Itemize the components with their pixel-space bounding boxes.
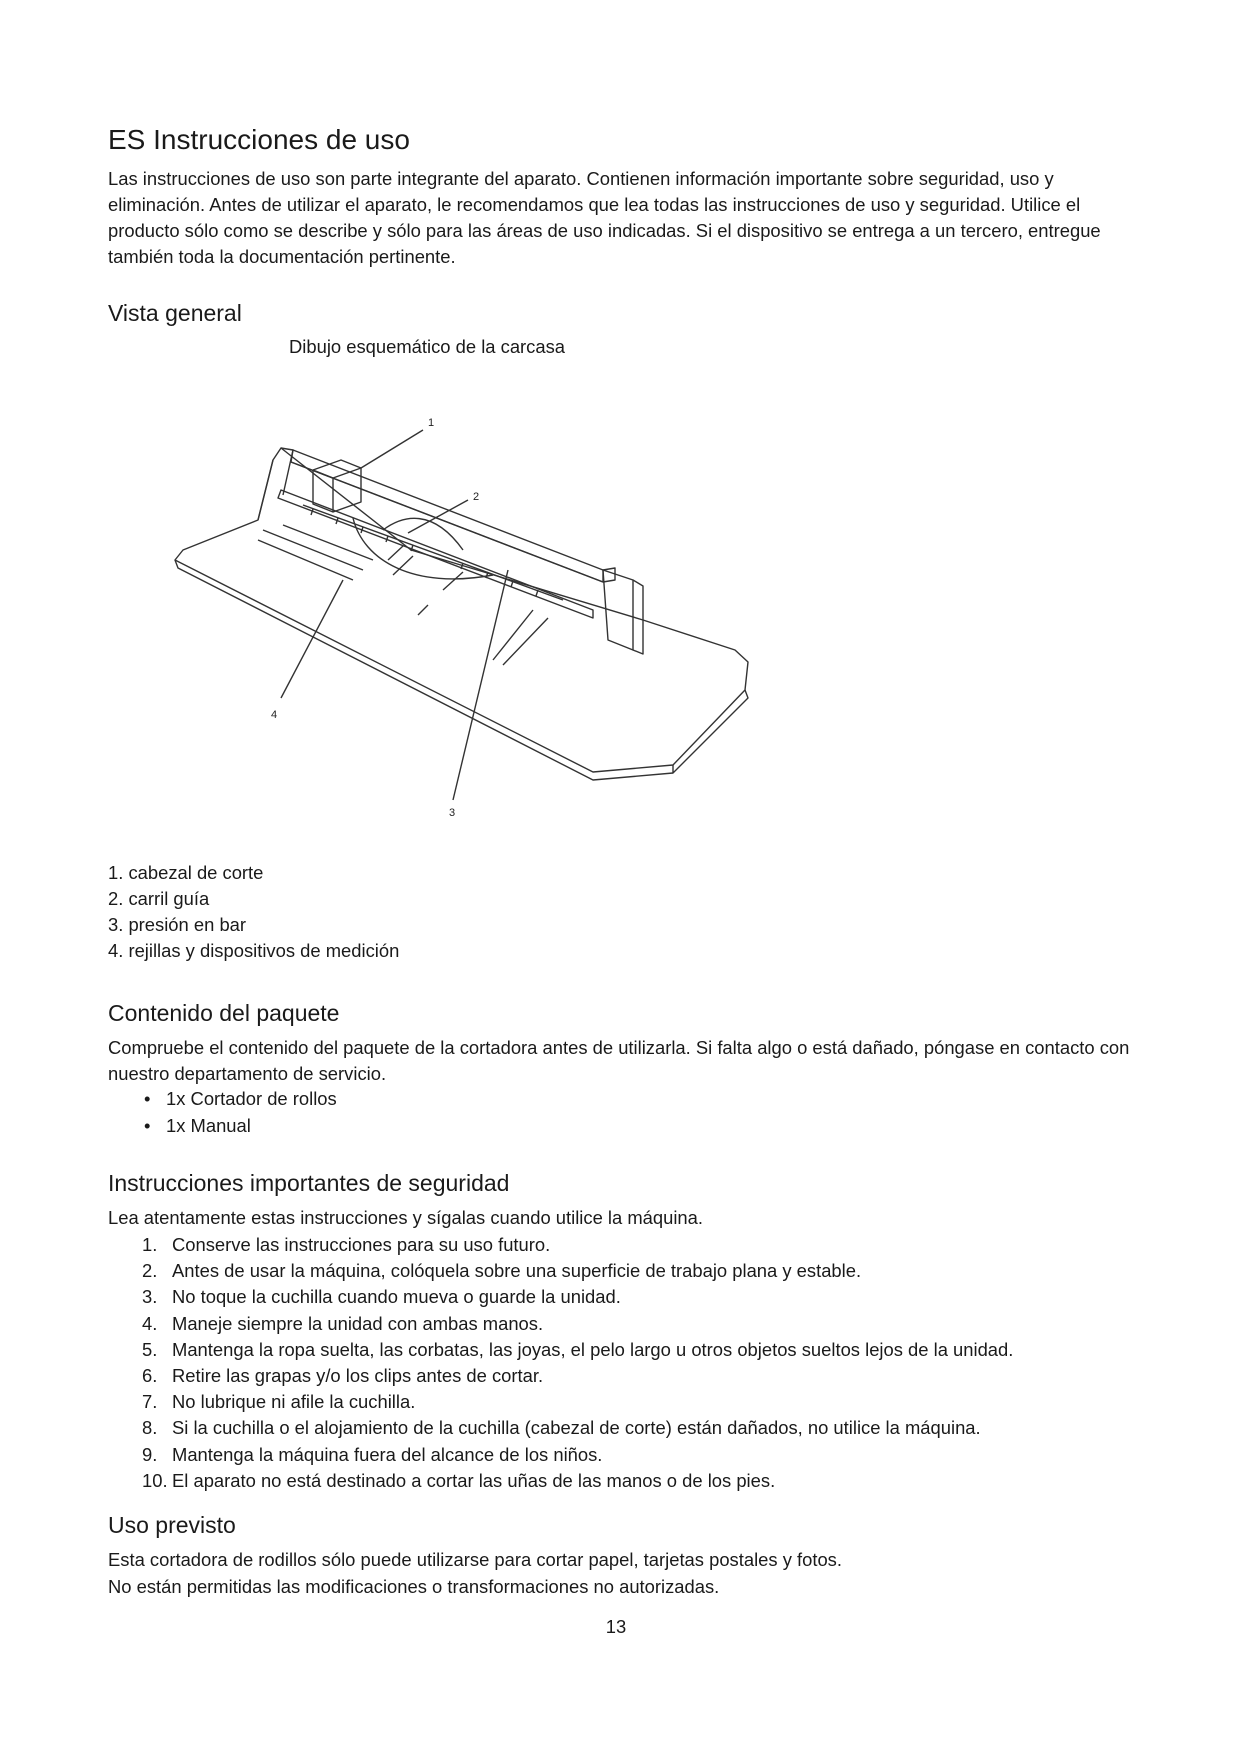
overview-heading: Vista general	[108, 300, 242, 326]
list-item: 2. Antes de usar la máquina, colóquela sobre una superficie de trabajo plana y estable.	[142, 1260, 862, 1282]
callout-3: 3	[449, 807, 456, 819]
package-heading: Contenido del paquete	[108, 1000, 340, 1026]
callout-2: 2	[473, 491, 480, 503]
bullet-icon: •	[144, 1088, 151, 1109]
parts-list	[108, 860, 399, 964]
list-item: 4. rejillas y dispositivos de medición	[108, 940, 400, 961]
page-number: 13	[605, 1616, 627, 1637]
intended-use-heading: Uso previsto	[108, 1512, 236, 1538]
callout-2-line	[408, 500, 468, 533]
figure-caption: Dibujo esquemático de la carcasa	[289, 336, 566, 357]
page-title: ES Instrucciones de uso	[108, 124, 410, 155]
list-item: 10. El aparato no está destinado a cortar las uñas de las manos o de los pies.	[142, 1469, 776, 1491]
intro-paragraph: Las instrucciones de uso son parte integrante del aparato. Contienen información importante sobre seguridad, uso y eliminación. Antes de utilizar el aparato, le recomendamos que lea todas las instrucciones de uso y seguridad. Utilice el producto sólo como se describe y sólo para las áreas de uso indicadas. Si el dispositivo se entrega a un tercero, entregue también toda la documentación pertinente.	[108, 168, 1101, 267]
list-item: 7. No lubrique ni afile la cuchilla.	[142, 1391, 416, 1413]
list-item: 8. Si la cuchilla o el alojamiento de la cuchilla (cabezal de corte) están dañados, no utilice la máquina.	[142, 1417, 981, 1439]
list-item: 3. No toque la cuchilla cuando mueva o guarde la unidad.	[142, 1286, 621, 1308]
callout-1: 1	[428, 417, 435, 429]
intended-use-line-1: Esta cortadora de rodillos sólo puede utilizarse para cortar papel, tarjetas postales y fotos.	[108, 1549, 842, 1570]
list-item: 1. cabezal de corte	[108, 862, 264, 883]
intended-use-line-2: No están permitidas las modificaciones o transformaciones no autorizadas.	[108, 1576, 720, 1597]
list-item: 1. Conserve las instrucciones para su uso futuro.	[142, 1234, 551, 1255]
bullet-icon: •	[144, 1115, 151, 1136]
list-item: 9. Mantenga la máquina fuera del alcance de los niños.	[142, 1443, 603, 1465]
list-item: 6. Retire las grapas y/o los clips antes de cortar.	[142, 1365, 544, 1387]
callout-1-line	[361, 430, 423, 468]
list-item: 4. Maneje siempre la unidad con ambas manos.	[142, 1312, 544, 1334]
safety-heading: Instrucciones importantes de seguridad	[108, 1170, 510, 1196]
callout-3-line	[453, 570, 508, 800]
list-item: 2. carril guía	[108, 888, 210, 909]
roll-cutter-diagram	[163, 400, 803, 820]
list-item: • 1x Manual	[144, 1112, 337, 1139]
safety-list	[142, 1232, 1013, 1494]
package-list	[144, 1085, 337, 1139]
callout-4-line	[281, 580, 343, 698]
callout-4: 4	[271, 709, 278, 721]
package-text: Compruebe el contenido del paquete de la cortadora antes de utilizarla. Si falta algo o está dañado, póngase en contacto con nuestro departamento de servicio.	[108, 1037, 1130, 1084]
list-item: • 1x Cortador de rollos	[144, 1085, 337, 1112]
list-item: 3. presión en bar	[108, 914, 247, 935]
list-item: 5. Mantenga la ropa suelta, las corbatas, las joyas, el pelo largo u otros objetos sueltos lejos de la unidad.	[142, 1338, 1014, 1360]
safety-intro: Lea atentamente estas instrucciones y sígalas cuando utilice la máquina.	[108, 1207, 703, 1228]
